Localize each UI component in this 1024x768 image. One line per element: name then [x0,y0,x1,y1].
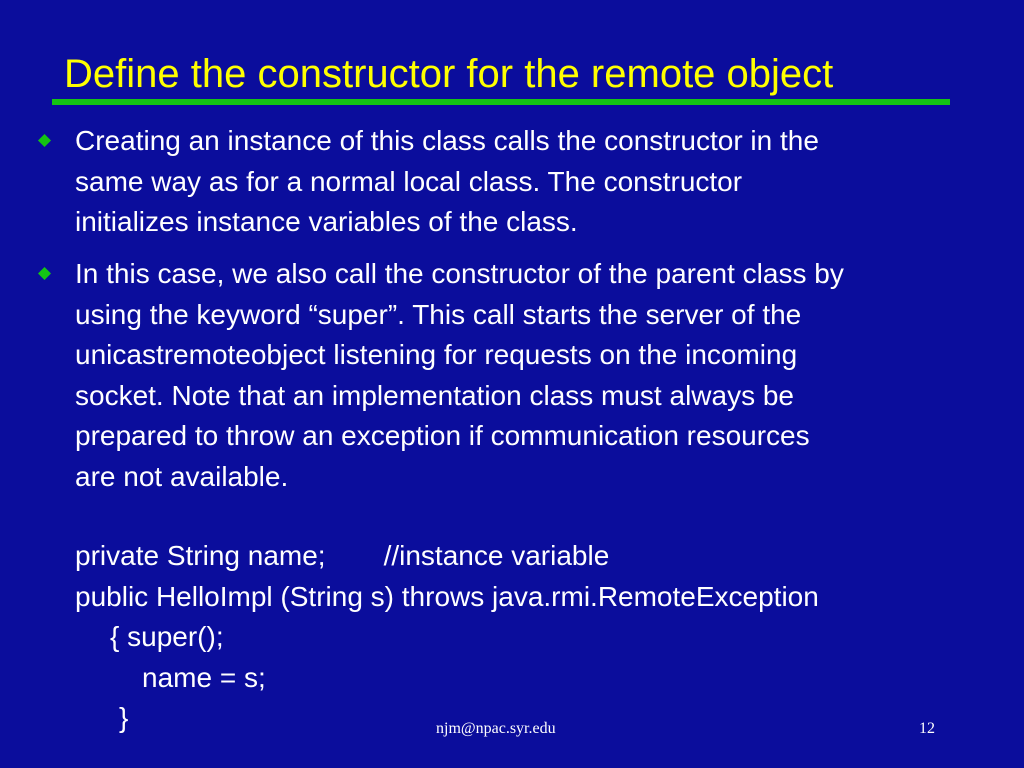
bullet-line: initializes instance variables of the class. [75,206,578,237]
bullet-line: using the keyword “super”. This call starts the server of the [75,298,802,330]
bullet-line: In this case, we also call the constructor of the parent class by [75,258,844,289]
bullet-item-1 [38,121,1013,243]
code-line-5: } [119,702,129,733]
code-line-1 [75,536,819,577]
bullet-line: same way as for a normal local class. The constructor [75,165,743,197]
diamond-icon [38,267,51,280]
code-comment: //instance variable [383,540,610,571]
title-underline [52,99,950,105]
code-field-declaration: private String name; [75,540,326,571]
bullet-line: Creating an instance of this class calls the constructor in the [75,125,819,156]
bullet-line: socket. Note that an implementation class must always be [75,379,795,411]
bullet-line: unicastremoteobject listening for requests on the incoming [75,339,798,370]
slide-title: Define the constructor for the remote object [64,52,834,96]
bullet-text [75,254,1013,497]
footer-email: njm@npac.syr.edu [436,720,556,737]
code-line-3: { super(); [110,621,224,652]
bullet-text [75,121,1013,243]
diamond-icon [38,134,51,147]
bullet-line: are not available. [75,460,289,492]
code-snippet [75,536,819,739]
code-line-2: public HelloImpl (String s) throws java.rmi.RemoteException [75,580,819,612]
page-number: 12 [919,720,935,737]
bullet-line: prepared to throw an exception if communication resources [75,420,810,451]
code-line-4: name = s; [142,661,266,693]
bullet-item-2 [38,254,1013,497]
